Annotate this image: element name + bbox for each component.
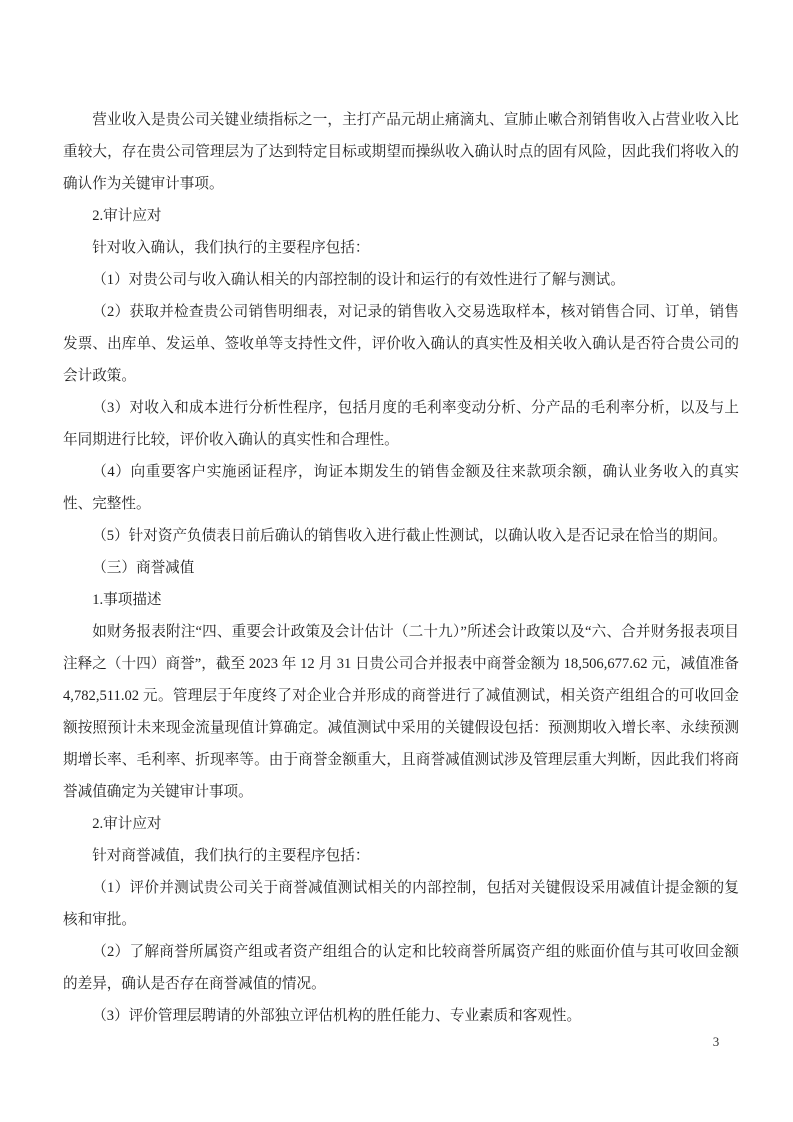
para-revenue-risk-description: 营业收入是贵公司关键业绩指标之一，主打产品元胡止痛滴丸、宣肺止嗽合剂销售收入占营业收入比重较大，存在贵公司管理层为了达到特定目标或期望而操纵收入确认时点的固有风险，因此我们将收入的确认作为关键审计事项。	[63, 112, 739, 192]
para-revenue-procedure-5: （5）针对资产负债表日前后确认的销售收入进行截止性测试，以确认收入是否记录在恰当的期间。	[92, 528, 728, 544]
para-goodwill-procedure-3: （3）评价管理层聘请的外部独立评估机构的胜任能力、专业素质和客观性。	[92, 1008, 582, 1024]
para-revenue-procedures-intro: 针对收入确认，我们执行的主要程序包括：	[92, 240, 370, 256]
heading-revenue-audit-response: 2.审计应对	[92, 208, 162, 224]
para-revenue-procedure-4: （4）向重要客户实施函证程序，询证本期发生的销售金额及往来款项余额，确认业务收入的真实性、完整性。	[63, 464, 739, 512]
document-body	[63, 104, 739, 1032]
heading-goodwill-audit-response: 2.审计应对	[92, 816, 162, 832]
para-goodwill-procedure-1: （1）评价并测试贵公司关于商誉减值测试相关的内部控制，包括对关键假设采用减值计提金额的复核和审批。	[63, 880, 739, 928]
para-revenue-procedure-3: （3）对收入和成本进行分析性程序，包括月度的毛利率变动分析、分产品的毛利率分析，以及与上年同期进行比较，评价收入确认的真实性和合理性。	[63, 400, 739, 448]
para-goodwill-procedure-2: （2）了解商誉所属资产组或者资产组组合的认定和比较商誉所属资产组的账面价值与其可收回金额的差异，确认是否存在商誉减值的情况。	[63, 944, 739, 992]
para-revenue-procedure-1: （1）对贵公司与收入确认相关的内部控制的设计和运行的有效性进行了解与测试。	[92, 272, 625, 288]
para-goodwill-procedures-intro: 针对商誉减值，我们执行的主要程序包括：	[92, 848, 370, 864]
heading-goodwill-matter-description: 1.事项描述	[92, 592, 162, 608]
para-goodwill-description: 如财务报表附注“四、重要会计政策及会计估计（二十九）”所述会计政策以及“六、合并财务报表项目注释之（十四）商誉”，截至 2023 年 12 月 31 日贵公司合并报表中商誉金额为 18,506,677.62 元，减值准备 4,782,511.02 元。管理层于年度终了对企业合并形成的商誉进行了减值测试，相关资产组组合的可收回金额按照预计未来现金流量现值计算确定。减值测试中采用的关键假设包括：预测期收入增长率、永续预测期增长率、毛利率、折现率等。由于商誉金额重大，且商誉减值测试涉及管理层重大判断，因此我们将商誉减值确定为关键审计事项。	[63, 624, 739, 800]
heading-goodwill-impairment: （三）商誉减值	[92, 560, 195, 576]
page-number: 3	[712, 1034, 720, 1049]
para-revenue-procedure-2: （2）获取并检查贵公司销售明细表，对记录的销售收入交易选取样本，核对销售合同、订单，销售发票、出库单、发运单、签收单等支持性文件，评价收入确认的真实性及相关收入确认是否符合贵公司的会计政策。	[63, 304, 739, 384]
